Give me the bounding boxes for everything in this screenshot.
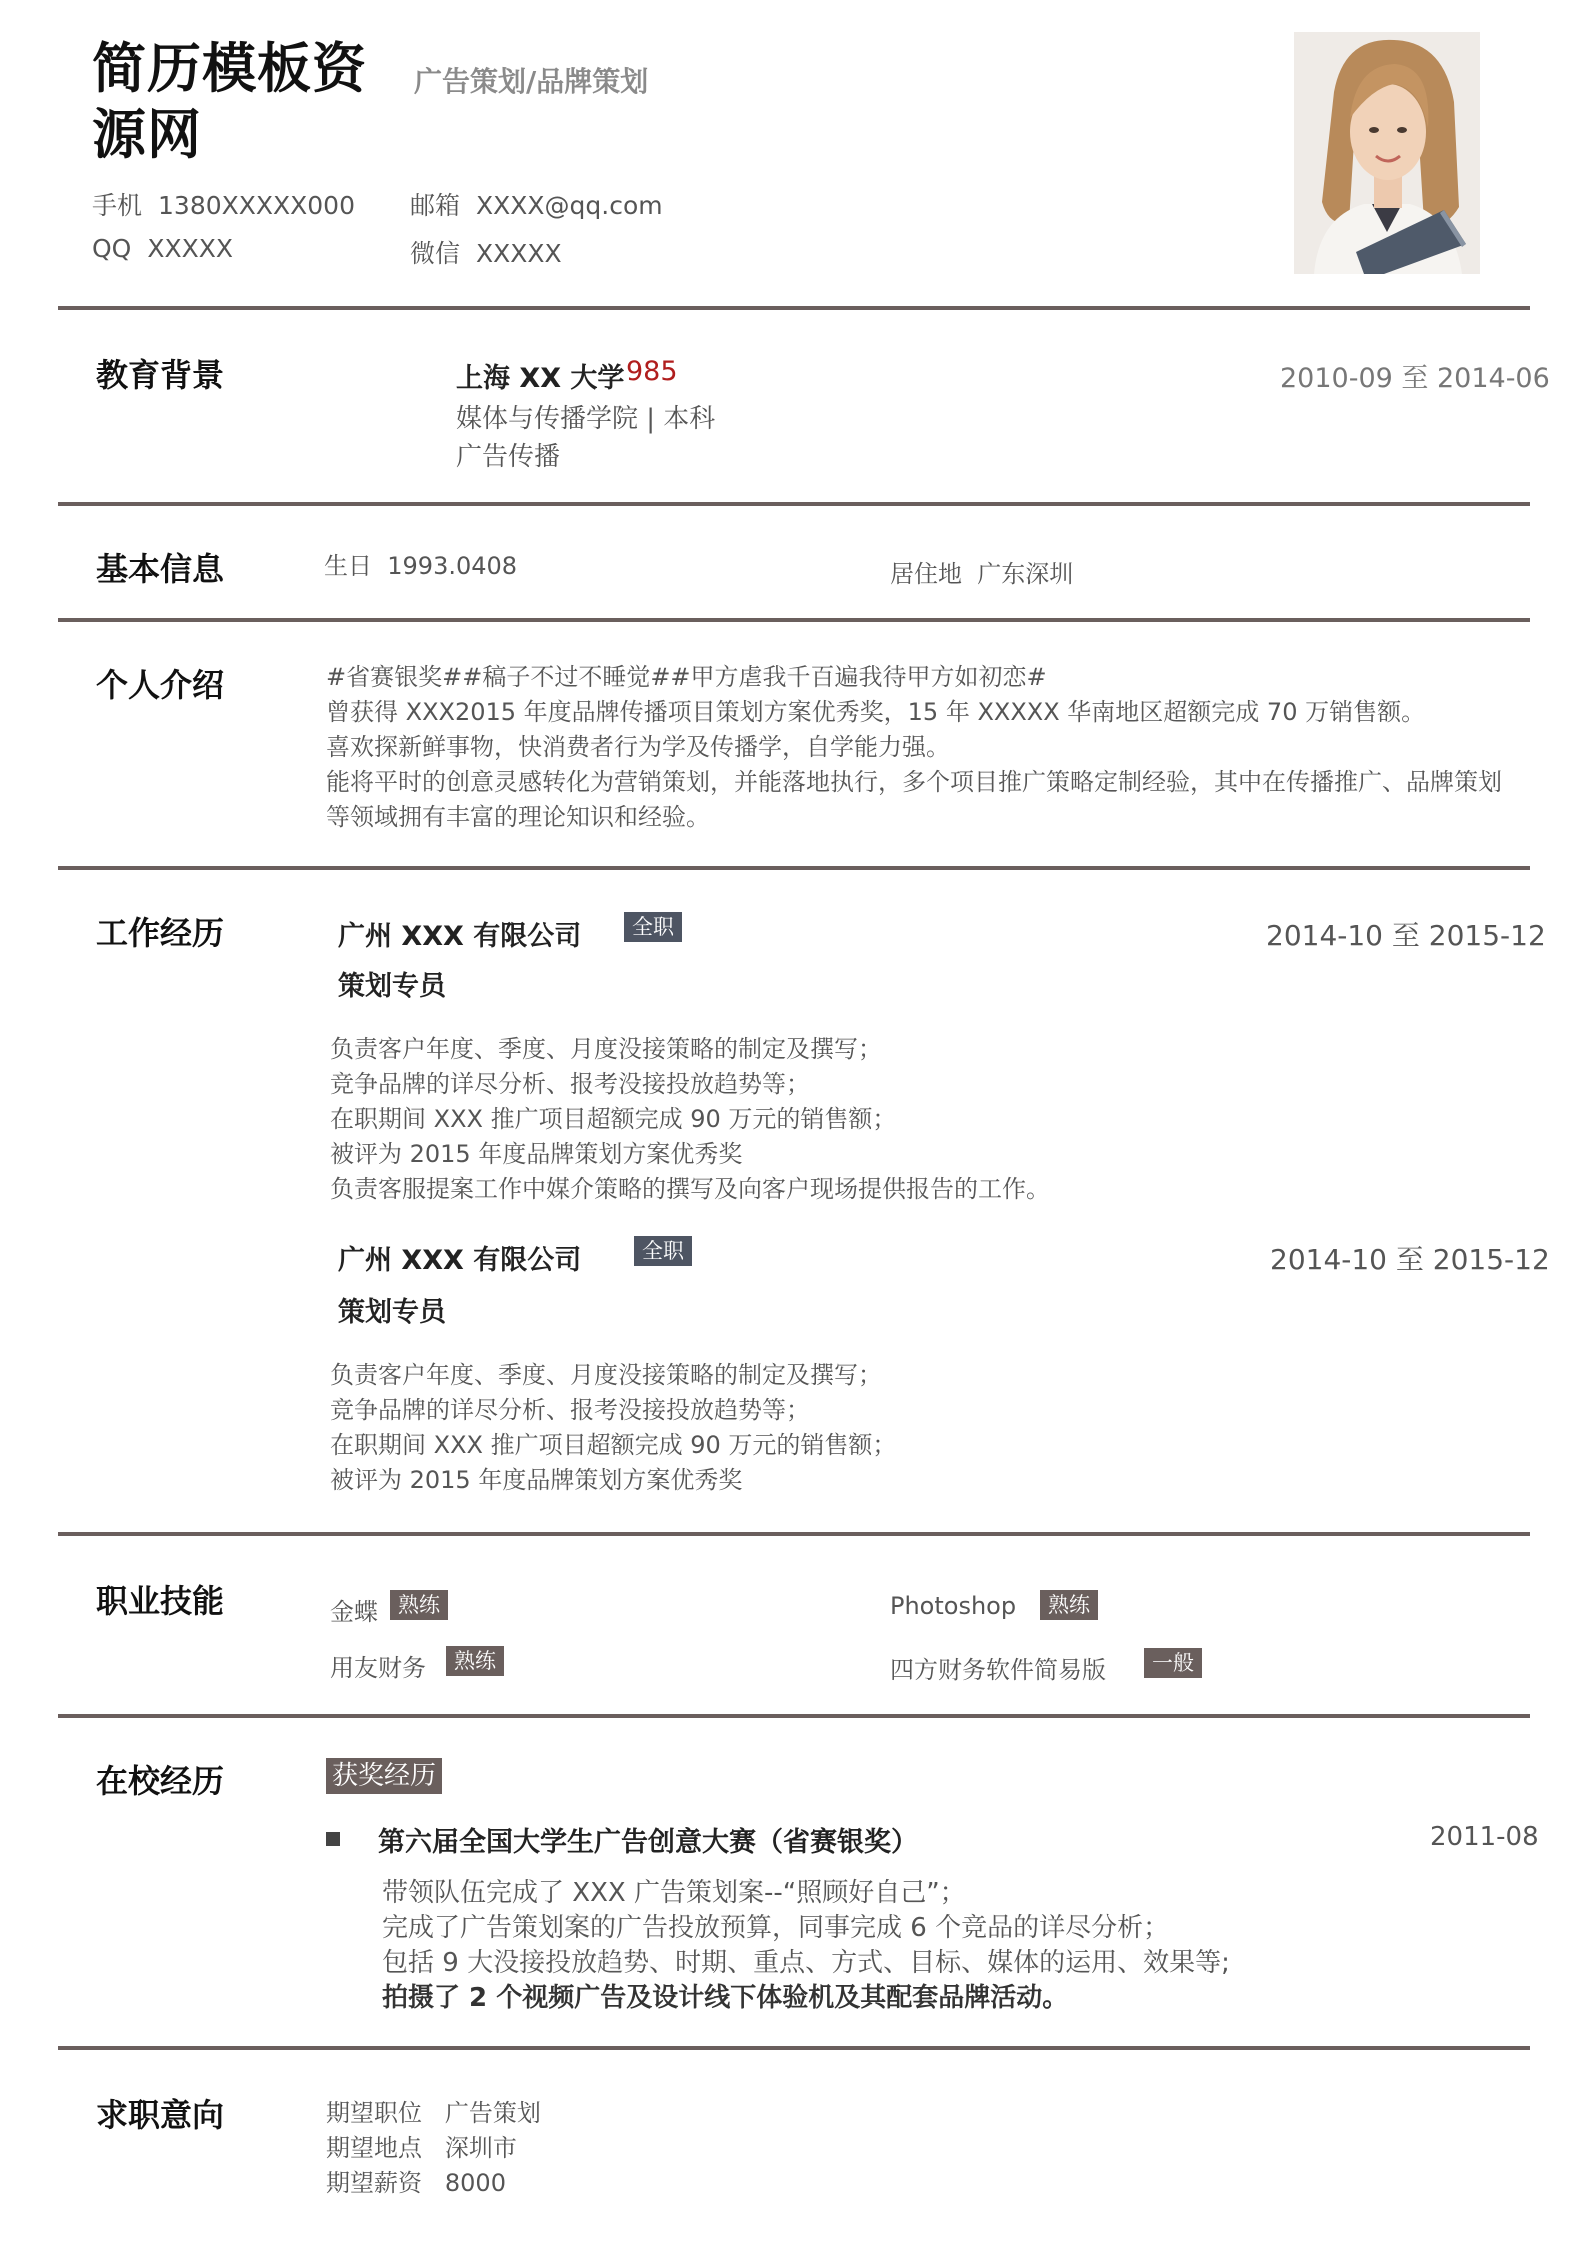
section-title-education: 教育背景 (96, 356, 225, 394)
campus-subtitle-badge: 获奖经历 (326, 1758, 442, 1794)
school-tag: 985 (626, 356, 678, 387)
skill-name: Photoshop (890, 1592, 1017, 1620)
intro-paragraph (326, 660, 1502, 835)
skill-level-badge: 一般 (1144, 1648, 1202, 1678)
skill-name: 用友财务 (330, 1654, 426, 1682)
award-date: 2011-08 (1430, 1822, 1539, 1852)
skill-level-badge: 熟练 (1040, 1590, 1098, 1620)
profile-photo-illustration (1294, 32, 1480, 274)
job-description (330, 1358, 896, 1498)
award-line: 包括 9 大没接投放趋势、时期、重点、方式、目标、媒体的运用、效果等; (382, 1948, 1230, 1978)
award-line-bold: 拍摄了 2 个视频广告及设计线下体验机及其配套品牌活动。 (382, 1983, 1069, 2013)
candidate-name: 简历模板资源网 (92, 37, 367, 166)
job-position: 策划专员 (338, 1297, 446, 1328)
intention-list (326, 2096, 541, 2201)
section-title-campus: 在校经历 (96, 1762, 225, 1800)
section-title-skills: 职业技能 (96, 1582, 225, 1620)
intro-line: 能将平时的创意灵感转化为营销策划，并能落地执行，多个项目推广策略定制经验，其中在传播推广、品牌策划 (326, 768, 1502, 796)
section-title-work: 工作经历 (96, 914, 225, 952)
intention-value: 深圳市 (444, 2134, 517, 2162)
residence-label: 居住地 (890, 560, 962, 588)
job-duty-line: 负责客户年度、季度、月度没接策略的制定及撰写； (330, 1035, 882, 1063)
contact-value: XXXX@qq.com (476, 191, 663, 220)
section-divider (58, 1532, 1530, 1536)
job-duty-line: 竞争品牌的详尽分析、报考没接投放趋势等； (330, 1070, 810, 1098)
section-title-basic-info: 基本信息 (96, 550, 225, 588)
intro-line: 曾获得 XXX2015 年度品牌传播项目策划方案优秀奖，15 年 XXXXX 华南地区超额完成 70 万销售额。 (326, 698, 1426, 726)
section-divider (58, 866, 1530, 870)
section-divider (58, 2046, 1530, 2050)
intention-value: 8000 (444, 2169, 506, 2197)
birth-value: 1993.0408 (387, 552, 518, 580)
contact-qq (92, 234, 233, 263)
skill-level-badge: 熟练 (446, 1646, 504, 1676)
major: 广告传播 (456, 442, 561, 472)
job-target: 广告策划/品牌策划 (414, 65, 649, 98)
skill-name: 金蝶 (330, 1598, 378, 1626)
intention-value: 广告策划 (444, 2099, 541, 2127)
job-position: 策划专员 (338, 971, 446, 1002)
job-period: 2014-10 至 2015-12 (1266, 919, 1546, 952)
job-duty-line: 竞争品牌的详尽分析、报考没接投放趋势等； (330, 1396, 810, 1424)
intention-item (326, 2131, 541, 2166)
job-duty-line: 被评为 2015 年度品牌策划方案优秀奖 (330, 1140, 743, 1168)
contact-label: 手机 (92, 191, 143, 220)
section-title-intention: 求职意向 (96, 2096, 225, 2134)
section-divider (58, 1714, 1530, 1718)
contact-label: QQ (92, 234, 132, 263)
education-period: 2010-09 至 2014-06 (1280, 363, 1550, 394)
department-degree: 媒体与传播学院 | 本科 (456, 404, 716, 434)
section-divider (58, 502, 1530, 506)
contact-value: XXXXX (147, 234, 233, 263)
award-line: 带领队伍完成了 XXX 广告策划案--“照顾好自己”； (382, 1878, 966, 1908)
contact-email (410, 186, 663, 222)
intro-line: 喜欢探新鲜事物，快消费者行为学及传播学，自学能力强。 (326, 733, 950, 761)
job-duty-line: 负责客户年度、季度、月度没接策略的制定及撰写； (330, 1361, 882, 1389)
intention-label: 期望薪资 (326, 2169, 422, 2197)
residence-info (890, 554, 1073, 589)
intro-line: 等领域拥有丰富的理论知识和经验。 (326, 803, 710, 831)
job-duty-line: 在职期间 XXX 推广项目超额完成 90 万元的销售额； (330, 1431, 897, 1459)
company-name: 广州 XXX 有限公司 (338, 921, 582, 952)
section-divider (58, 618, 1530, 622)
intention-label: 期望职位 (326, 2099, 422, 2127)
birth-label: 生日 (324, 552, 372, 580)
contact-label: 邮箱 (410, 191, 461, 220)
profile-photo-icon (1294, 32, 1480, 274)
award-title: 第六届全国大学生广告创意大赛（省赛银奖） (378, 1827, 918, 1858)
birth-info (324, 546, 517, 581)
job-duty-line: 在职期间 XXX 推广项目超额完成 90 万元的销售额； (330, 1105, 897, 1133)
section-title-intro: 个人介绍 (96, 666, 225, 704)
job-duty-line: 负责客服提案工作中媒介策略的撰写及向客户现场提供报告的工作。 (330, 1175, 1050, 1203)
contact-value: 1380XXXXX000 (158, 191, 355, 220)
contact-label: 微信 (410, 239, 461, 268)
award-line: 完成了广告策划案的广告投放预算，同事完成 6 个竞品的详尽分析； (382, 1913, 1170, 1943)
intention-label: 期望地点 (326, 2134, 422, 2162)
contact-value: XXXXX (476, 239, 562, 268)
residence-value: 广东深圳 (977, 560, 1074, 588)
employment-type-badge: 全职 (624, 912, 682, 942)
company-name: 广州 XXX 有限公司 (338, 1245, 582, 1276)
section-divider (58, 306, 1530, 310)
intention-item (326, 2096, 541, 2131)
award-description (382, 1876, 1230, 2016)
job-description (330, 1032, 1050, 1207)
skill-level-badge: 熟练 (390, 1590, 448, 1620)
contact-wechat (410, 234, 562, 270)
intention-item (326, 2166, 541, 2201)
job-duty-line: 被评为 2015 年度品牌策划方案优秀奖 (330, 1466, 743, 1494)
intro-line: #省赛银奖##稿子不过不睡觉##甲方虐我千百遍我待甲方如初恋# (326, 663, 1047, 691)
employment-type-badge: 全职 (634, 1236, 692, 1266)
square-bullet-icon (326, 1832, 340, 1846)
contact-phone (92, 186, 355, 222)
school-name: 上海 XX 大学 (456, 363, 625, 394)
skill-name: 四方财务软件简易版 (890, 1656, 1106, 1684)
job-period: 2014-10 至 2015-12 (1270, 1243, 1550, 1276)
